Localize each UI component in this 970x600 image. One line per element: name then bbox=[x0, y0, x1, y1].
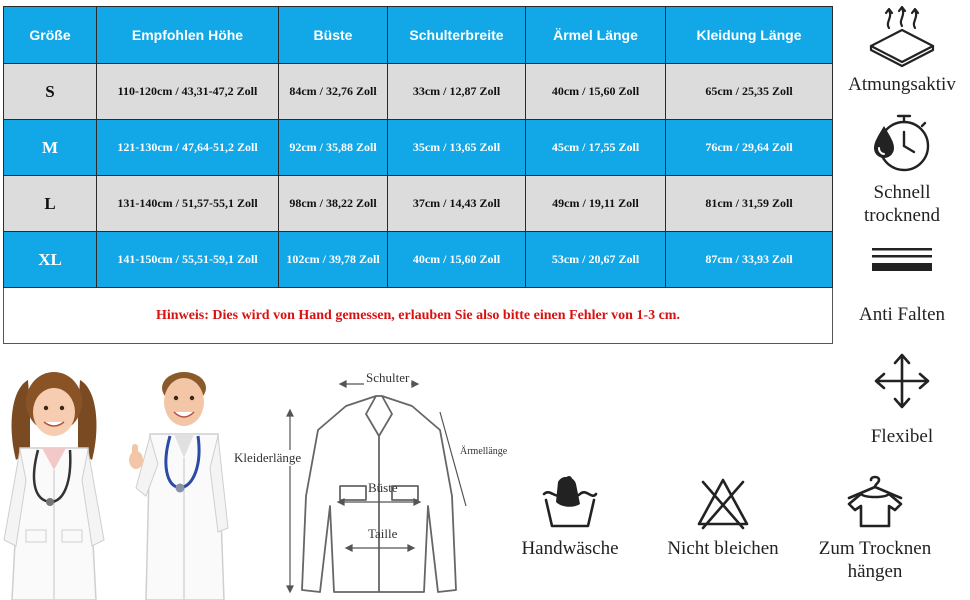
cell-shoulder: 33cm / 12,87 Zoll bbox=[388, 64, 526, 120]
care-hang-dry bbox=[800, 474, 950, 584]
cell-length: 87cm / 33,93 Zoll bbox=[666, 232, 833, 288]
feature-flexible bbox=[834, 350, 970, 449]
cell-bust: 92cm / 35,88 Zoll bbox=[279, 120, 388, 176]
label-waist: Taille bbox=[368, 526, 398, 541]
table-note-row bbox=[4, 288, 833, 344]
cell-height: 131-140cm / 51,57-55,1 Zoll bbox=[97, 176, 279, 232]
feature-breathable-label: Atmungsaktiv bbox=[848, 74, 956, 95]
size-chart-table bbox=[3, 6, 833, 344]
feature-breathable bbox=[834, 6, 970, 97]
cell-height: 121-130cm / 47,64-51,2 Zoll bbox=[97, 120, 279, 176]
feature-quick-dry bbox=[834, 112, 970, 228]
table-row bbox=[4, 64, 833, 120]
table-row bbox=[4, 176, 833, 232]
header-size: Größe bbox=[4, 7, 97, 64]
flat-fabric-icon bbox=[870, 244, 934, 274]
stopwatch-water-icon bbox=[870, 112, 934, 174]
cell-size: L bbox=[4, 176, 97, 232]
feature-anti-wrinkle bbox=[834, 244, 970, 327]
table-header-row bbox=[4, 7, 833, 64]
girl-in-lab-coat-image bbox=[0, 370, 108, 600]
table-row bbox=[4, 232, 833, 288]
cell-shoulder: 37cm / 14,43 Zoll bbox=[388, 176, 526, 232]
header-height: Empfohlen Höhe bbox=[97, 7, 279, 64]
cell-size: XL bbox=[4, 232, 97, 288]
cell-height: 141-150cm / 55,51-59,1 Zoll bbox=[97, 232, 279, 288]
cell-shoulder: 35cm / 13,65 Zoll bbox=[388, 120, 526, 176]
table-row bbox=[4, 120, 833, 176]
feature-flexible-label: Flexibel bbox=[870, 426, 934, 447]
feature-quick-dry-label: Schnell trocknend bbox=[864, 182, 940, 226]
cell-shoulder: 40cm / 15,60 Zoll bbox=[388, 232, 526, 288]
cell-size: M bbox=[4, 120, 97, 176]
header-sleeve: Ärmel Länge bbox=[526, 7, 666, 64]
header-bust: Büste bbox=[279, 7, 388, 64]
four-arrows-icon bbox=[871, 350, 933, 412]
boy-in-lab-coat-image bbox=[118, 368, 230, 600]
care-hand-wash bbox=[506, 474, 634, 561]
measurement-note: Hinweis: Dies wird von Hand gemessen, erlauben Sie also bitte einen Fehler von 1-3 cm. bbox=[4, 288, 833, 344]
cell-height: 110-120cm / 43,31-47,2 Zoll bbox=[97, 64, 279, 120]
cell-sleeve: 53cm / 20,67 Zoll bbox=[526, 232, 666, 288]
cell-bust: 98cm / 38,22 Zoll bbox=[279, 176, 388, 232]
no-bleach-icon bbox=[693, 474, 753, 530]
cell-length: 65cm / 25,35 Zoll bbox=[666, 64, 833, 120]
header-length: Kleidung Länge bbox=[666, 7, 833, 64]
label-shoulder: Schulter bbox=[366, 370, 410, 385]
feature-anti-wrinkle-label: Anti Falten bbox=[858, 304, 946, 325]
cell-length: 81cm / 31,59 Zoll bbox=[666, 176, 833, 232]
care-no-bleach-label: Nicht bleichen bbox=[667, 538, 779, 559]
cell-bust: 102cm / 39,78 Zoll bbox=[279, 232, 388, 288]
cell-size: S bbox=[4, 64, 97, 120]
cell-sleeve: 45cm / 17,55 Zoll bbox=[526, 120, 666, 176]
header-shoulder: Schulterbreite bbox=[388, 7, 526, 64]
cell-sleeve: 49cm / 19,11 Zoll bbox=[526, 176, 666, 232]
care-hand-wash-label: Handwäsche bbox=[521, 538, 619, 559]
care-hang-dry-label: Zum Trocknen hängen bbox=[818, 538, 932, 582]
label-dress-length: Kleiderlänge bbox=[234, 450, 302, 465]
coat-measurement-diagram bbox=[228, 366, 528, 600]
label-bust: Büste bbox=[368, 480, 398, 495]
cell-length: 76cm / 29,64 Zoll bbox=[666, 120, 833, 176]
label-sleeve-length: Ärmellänge bbox=[460, 446, 508, 457]
cell-sleeve: 40cm / 15,60 Zoll bbox=[526, 64, 666, 120]
cell-bust: 84cm / 32,76 Zoll bbox=[279, 64, 388, 120]
hand-wash-icon bbox=[540, 474, 600, 530]
hanging-shirt-icon bbox=[843, 474, 907, 530]
care-no-bleach bbox=[652, 474, 794, 561]
breathable-icon bbox=[867, 6, 937, 68]
